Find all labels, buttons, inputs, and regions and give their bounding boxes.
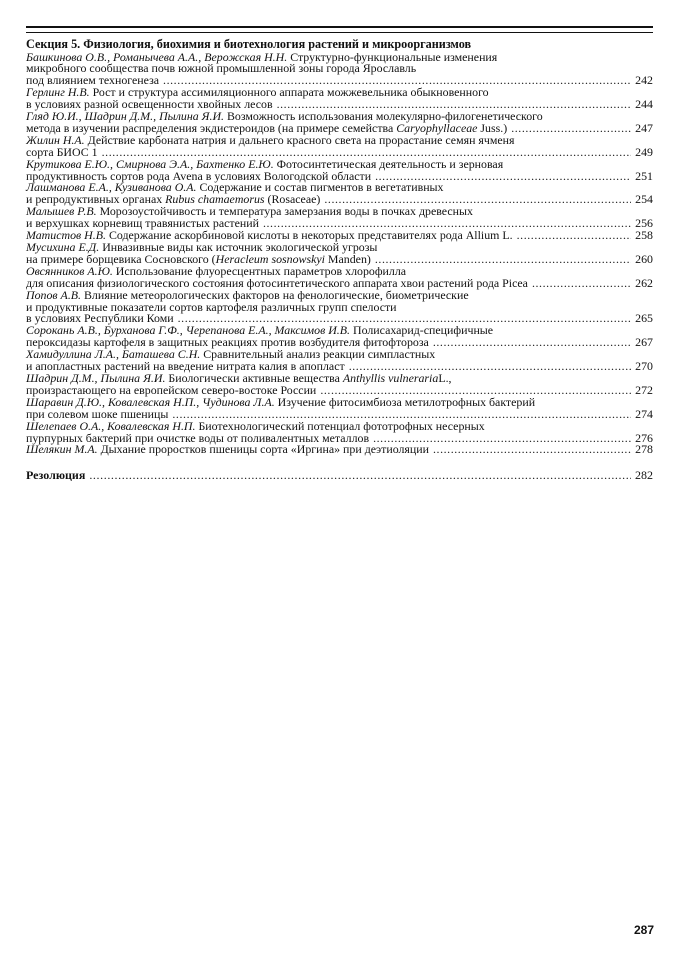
toc-entry[interactable]: [26, 349, 653, 373]
entry-title-part: Manden): [324, 251, 371, 266]
entry-title-part: продуктивность сортов рода Avena в условиях Вологодской области: [26, 168, 372, 183]
entry-title-part: (Rosaceae): [264, 192, 321, 207]
entry-title-part: Полисахарид-специфичные: [350, 323, 494, 338]
entry-authors: Герлинг Н.В.: [26, 85, 90, 100]
entry-title-part: и репродуктивных органах: [26, 192, 166, 207]
page-number: 274: [635, 406, 653, 421]
page-number: 262: [635, 275, 653, 290]
toc-entries: [26, 49, 653, 457]
entry-title-part: пурпурных бактерий при очистке воды от поливалентных металлов: [26, 430, 370, 445]
toc-entry[interactable]: [26, 418, 653, 445]
page-number: 254: [635, 192, 653, 207]
entry-title-part: для описания физиологического состояния фотосинтетического аппарата хвои растений рода Picea: [26, 275, 528, 290]
page-number: 278: [635, 442, 653, 457]
toc-entry[interactable]: [26, 242, 653, 266]
page-number: 265: [635, 311, 653, 326]
section-title: Секция 5. Физиология, биохимия и биотехнология растений и микроорганизмов: [26, 37, 472, 51]
entry-title-latin: Heracleum sosnowskyi: [215, 251, 325, 266]
entry-title-part: Инвазивные виды как источник экологической угрозы: [99, 240, 378, 254]
toc-entry[interactable]: [26, 111, 653, 135]
toc-entry[interactable]: [26, 206, 653, 230]
entry-authors: Малышев Р.В.: [26, 204, 97, 219]
entry-title-latin: Caryophyllaceae: [396, 120, 478, 135]
toc-entry[interactable]: [26, 87, 653, 111]
entry-title-part: пероксидазы картофеля в защитных реакциях против возбудителя фитофтороза: [26, 335, 429, 350]
entry-title-end: [26, 444, 429, 456]
entry-title-part: Структурно-функциональные изменения: [287, 49, 498, 64]
toc-entry[interactable]: [26, 325, 653, 349]
entry-title-part: и апопластных растений на введение нитрата калия в апопласт: [26, 359, 345, 374]
entry-authors: Хамидуллина Л.А., Баташева С.Н.: [26, 347, 201, 362]
entry-title-part: Сравнительный анализ реакции симпластных: [200, 347, 436, 362]
page-number: 272: [635, 382, 653, 397]
entry-authors: Гляд Ю.И., Шадрин Д.М., Пылина Я.И.: [26, 109, 225, 124]
top-rule-thick: [26, 26, 653, 28]
entry-title-part: Биотехнологический потенциал фототрофных несерных: [195, 418, 485, 433]
entry-title-part: и верхушках корневищ травянистых растений: [26, 216, 259, 231]
leader-dots: [511, 123, 631, 135]
entry-authors: Жилин Н.А.: [26, 132, 85, 147]
entry-title-part: Содержание и состав пигментов в вегетативных: [196, 180, 444, 195]
entry-authors: Овсянников А.Ю.: [26, 263, 113, 278]
entry-authors: Шадрин Д.М., Пылина Я.И.: [26, 370, 166, 385]
table-of-contents: [26, 38, 653, 481]
toc-entry[interactable]: [26, 394, 653, 421]
leader-dots: [517, 230, 631, 242]
entry-title-part: в условиях разной освещенности хвойных лесов: [26, 97, 273, 112]
entry-title-part: Использование флуоресцентных параметров хлорофилла: [112, 263, 407, 278]
toc-entry[interactable]: [26, 49, 653, 88]
page-number: 251: [635, 168, 653, 183]
toc-entry[interactable]: [26, 287, 653, 326]
leader-dots: [375, 254, 631, 266]
entry-authors: Башкинова О.В., Романычева А.А., Верожская Н.Н.: [26, 49, 288, 64]
entry-title-part: в условиях Республики Коми: [26, 311, 174, 326]
toc-entry[interactable]: [26, 156, 653, 183]
entry-authors: Шелепаев О.А., Ковалевская Н.П.: [26, 418, 196, 433]
entry-title-part: Рост и структура ассимиляционного аппарата можжевельника обыкновенного: [89, 85, 489, 100]
entry-authors: Крутикова Е.Ю., Смирнова Э.А., Бахтенко Е.Ю.: [26, 156, 274, 171]
entry-title-part: Juss.): [477, 120, 508, 135]
entry-authors: Сорокань А.В., Бурханова Г.Ф., Черепанова Е.А., Максимов И.В.: [26, 323, 351, 338]
toc-entry-resolution[interactable]: [26, 469, 653, 481]
entry-authors: Шаравин Д.Ю., Ковалевская Н.П., Чудинова Л.А.: [26, 394, 275, 409]
entry-authors: Мусихина Е.Д.: [26, 240, 100, 254]
entry-title-part: на примере борщевика Сосновского (: [26, 251, 216, 266]
entry-title-part: Фотосинтетическая деятельность и зерновая: [273, 156, 504, 171]
toc-entry[interactable]: [26, 263, 653, 290]
entry-title-part: Дыхание проростков пшеницы сорта «Иргина» при деэтиоляции: [97, 442, 429, 457]
toc-entry[interactable]: [26, 444, 653, 456]
leader-dots: [89, 469, 631, 481]
entry-title-part: L.,: [438, 370, 452, 385]
entry-title-part: Биологически активные вещества: [165, 370, 343, 385]
page-number: 267: [635, 335, 653, 350]
entry-title-latin: Rubus chamaemorus: [165, 192, 265, 207]
entry-title-part: Изучение фитосимбиоза метилотрофных бактерий: [274, 394, 536, 409]
page-number: 260: [635, 251, 653, 266]
entry-title-part: произрастающего на европейском северо-востоке России: [26, 382, 317, 397]
leader-dots: [433, 444, 631, 456]
entry-last-line: [26, 444, 653, 456]
toc-entry[interactable]: [26, 182, 653, 206]
entry-title-part: Влияние метеорологических факторов на фенологические, биометрические: [81, 287, 469, 302]
entry-line: и продуктивные показатели сортов картофеля различных групп спелости: [26, 299, 397, 314]
page-number: 256: [635, 216, 653, 231]
page-number: 244: [635, 97, 653, 112]
page-number: 247: [635, 120, 653, 135]
leader-dots: [532, 278, 631, 290]
entry-title-part: сорта БИОС 1: [26, 144, 98, 159]
entry-title-part: Содержание аскорбиновой кислоты в некоторых представителях рода Allium L.: [105, 228, 513, 243]
entry-title-part: при солевом шоке пшеницы: [26, 406, 169, 421]
entry-authors: Попов А.В.: [26, 287, 82, 302]
page-number: 276: [635, 430, 653, 445]
entry-title-latin: Anthyllis vulneraria: [342, 370, 439, 385]
page-number: 242: [635, 73, 653, 88]
entry-line: микробного сообщества почв южной промышленной зоны города Ярославль: [26, 61, 417, 76]
entry-title-part: метода в изучении распределения экдистероидов (на примере семейства: [26, 120, 397, 135]
page-number: 258: [635, 228, 653, 243]
toc-entry[interactable]: [26, 370, 653, 397]
toc-entry[interactable]: [26, 132, 653, 159]
entry-title-part: под влиянием техногенеза: [26, 73, 160, 88]
top-rule-thin: [26, 32, 653, 33]
folio-page-number: 287: [633, 923, 654, 937]
entry-authors: Матистов Н.В.: [26, 228, 106, 243]
entry-authors: Шелякин М.А.: [26, 442, 98, 457]
entry-line: [26, 132, 653, 147]
entry-title-part: Действие карбоната натрия и дальнего красного света на прорастание семян ячменя: [84, 132, 515, 147]
resolution-label: Резолюция: [26, 468, 86, 483]
leader-dots: [433, 337, 631, 349]
page-number: 282: [635, 468, 653, 483]
entry-authors: Лашманова Е.А., Кузиванова О.А.: [26, 180, 197, 195]
entry-title-part: Возможность использования молекулярно-филогенетического: [224, 109, 543, 124]
page-number: 270: [635, 359, 653, 374]
page-number: 249: [635, 144, 653, 159]
entry-title-part: Морозоустойчивость и температура замерзания воды в почках древесных: [96, 204, 473, 219]
